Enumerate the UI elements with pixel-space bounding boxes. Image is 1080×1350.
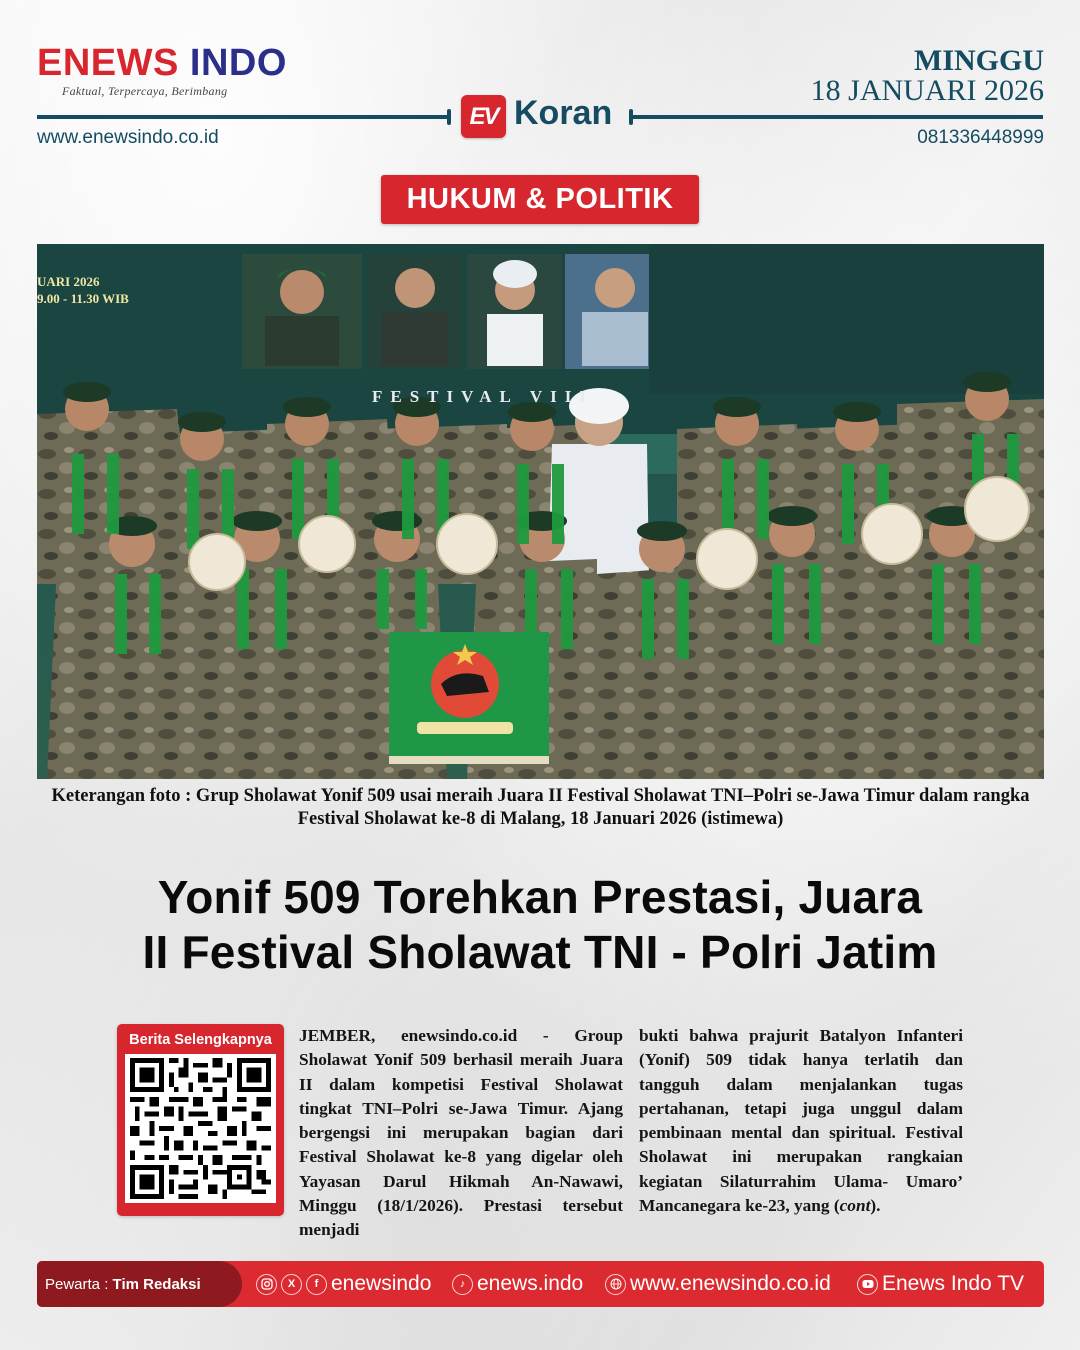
facebook-icon[interactable]: f — [306, 1274, 327, 1295]
tiktok-icon[interactable]: ♪ — [452, 1274, 473, 1295]
social-enewsindo[interactable] — [256, 1261, 431, 1307]
publication-day: MINGGU — [914, 44, 1044, 77]
ev-logo-icon: EV — [461, 95, 506, 138]
divider-right — [633, 115, 1043, 119]
brand-tagline: Faktual, Terpercaya, Berimbang — [62, 84, 228, 98]
divider-left-cap — [447, 109, 451, 125]
brand-name-enews: ENEWS — [37, 42, 179, 84]
reporter-name: Tim Redaksi — [112, 1275, 201, 1293]
banner-date: UARI 2026 — [37, 274, 100, 289]
social-tiktok[interactable] — [452, 1261, 583, 1307]
article-column-2-end: ). — [870, 1196, 881, 1216]
social-website[interactable] — [605, 1261, 831, 1307]
globe-icon[interactable] — [605, 1274, 626, 1295]
brand-name-indo: INDO — [189, 42, 287, 84]
qr-code-icon[interactable] — [125, 1054, 276, 1203]
banner-time: 9.00 - 11.30 WIB — [37, 291, 129, 306]
photo-caption: Keterangan foto : Grup Sholawat Yonif 509 usai meraih Juara II Festival Sholawat TNI–Polri se-Jawa Timur dalam rangka Festival Sholawat ke-8 di Malang, 18 Januari 2026 (istimewa) — [51, 786, 1030, 829]
brand-logo — [37, 44, 287, 82]
article-column-2-text: bukti bahwa prajurit Batalyon Infanteri (Yonif) 509 tidak hanya terlatih dan tangguh dalam menjalankan tugas pertahanan, tetapi juga unggul dalam pembinaan mental dan spiritual. Festival Sholawat ini merupakan rangkaian kegiatan Silaturrahim Ulama- Umaro’ Mancanegara ke-23, yang ( — [639, 1026, 963, 1216]
article-column-2 — [639, 1024, 963, 1218]
article-cont-marker: cont — [839, 1196, 871, 1216]
website-link[interactable]: www.enewsindo.co.id — [37, 127, 219, 148]
reporter-credit — [37, 1261, 242, 1307]
social-handle-tiktok[interactable]: enews.indo — [477, 1272, 584, 1295]
publication-date: 18 JANUARI 2026 — [810, 74, 1044, 107]
headline-line-2: II Festival Sholawat TNI - Polri Jatim — [142, 926, 938, 978]
reporter-label: Pewarta : — [45, 1275, 109, 1293]
youtube-icon[interactable] — [857, 1274, 878, 1295]
news-photo — [37, 244, 1044, 779]
headline — [40, 870, 1040, 980]
divider-left — [37, 115, 447, 119]
x-icon[interactable]: X — [281, 1274, 302, 1295]
social-handle-enewsindo[interactable]: enewsindo — [331, 1272, 432, 1295]
article-column-1: JEMBER, enewsindo.co.id - Group Sholawat Yonif 509 berhasil meraih Juara II dalam kompetisi Festival Sholawat tingkat TNI–Polri se-Jawa Timur. Ajang bergengsi ini merupakan bagian dari Festival Sholawat ke-8 yang digelar oleh Yayasan Darul Hikmah An-Nawawi, Minggu (18/1/2026). Prestasi tersebut menjadi — [299, 1026, 623, 1240]
banner-festival-title: FESTIVAL VIII — [372, 387, 594, 406]
social-youtube[interactable] — [857, 1261, 1024, 1307]
contact-phone: 081336448999 — [917, 127, 1044, 148]
headline-line-1: Yonif 509 Torehkan Prestasi, Juara — [157, 871, 923, 923]
instagram-icon[interactable] — [256, 1274, 277, 1295]
qr-card[interactable] — [117, 1024, 284, 1216]
social-handle-website[interactable]: www.enewsindo.co.id — [630, 1272, 831, 1295]
qr-title: Berita Selengkapnya — [129, 1032, 272, 1048]
edition-label: Koran — [514, 94, 613, 132]
category-badge: HUKUM & POLITIK — [381, 175, 699, 224]
social-handle-youtube[interactable]: Enews Indo TV — [882, 1272, 1025, 1295]
